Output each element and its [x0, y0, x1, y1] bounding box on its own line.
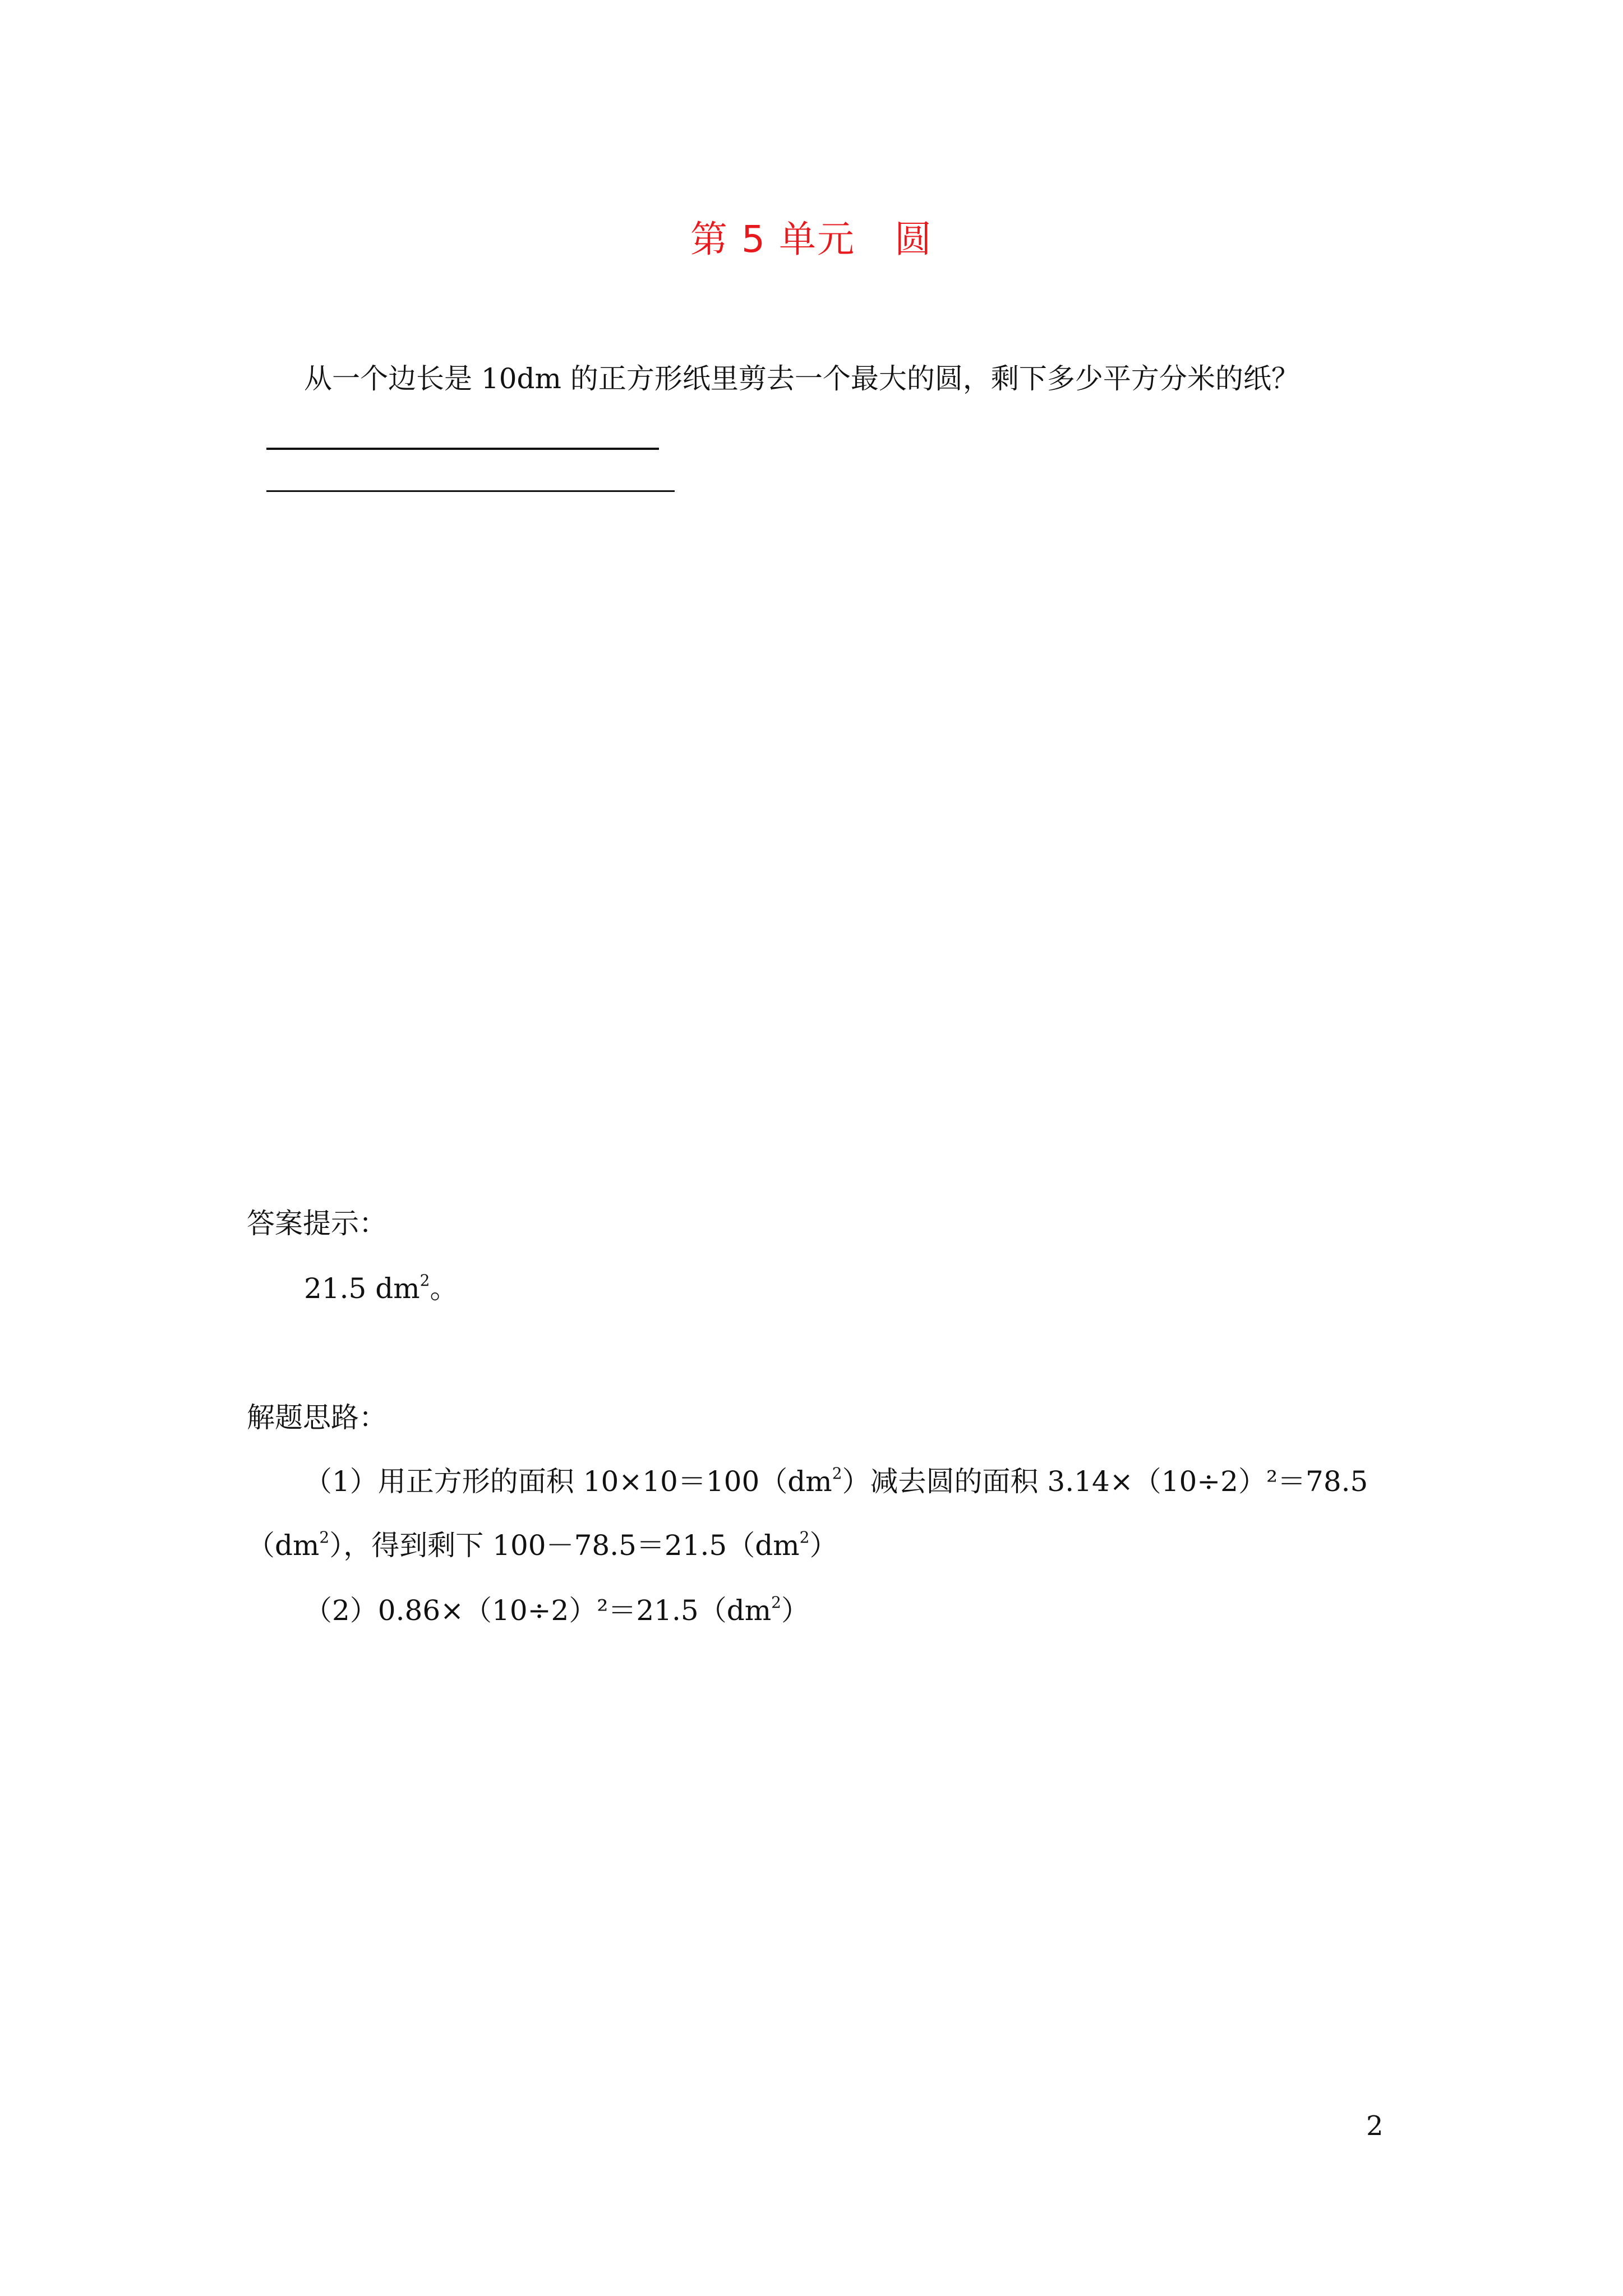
- unit-title-right: 圆: [894, 218, 933, 261]
- solution-step1-line2: $(dm^2)$，得到剩下 $100-78.5=21.5(dm^2)$: [247, 1528, 838, 1562]
- unit-title-left: 第 5 单元: [690, 218, 855, 261]
- answer-hint-value: 21.5 $dm^2$。: [304, 1271, 458, 1305]
- answer-blank-line-2: [266, 490, 675, 492]
- unit-title: [0, 214, 1623, 265]
- page-number: 2: [1366, 2110, 1384, 2142]
- solution-step1-line1: （1）用正方形的面积 $10\times 10=100(dm^2)$减去圆的面积 3.14×（10÷2）²＝78.5: [304, 1464, 1368, 1498]
- answer-hint-label: 答案提示：: [247, 1207, 387, 1240]
- solution-step2: $(2)0.86\times(10\div 2)^2=21.5(dm^2)$: [304, 1593, 809, 1627]
- question-text: 从一个边长是 10dm 的正方形纸里剪去一个最大的圆，剩下多少平方分米的纸？: [304, 362, 1299, 395]
- solution-label: 解题思路：: [247, 1401, 387, 1434]
- answer-blank-line-1: [266, 448, 659, 450]
